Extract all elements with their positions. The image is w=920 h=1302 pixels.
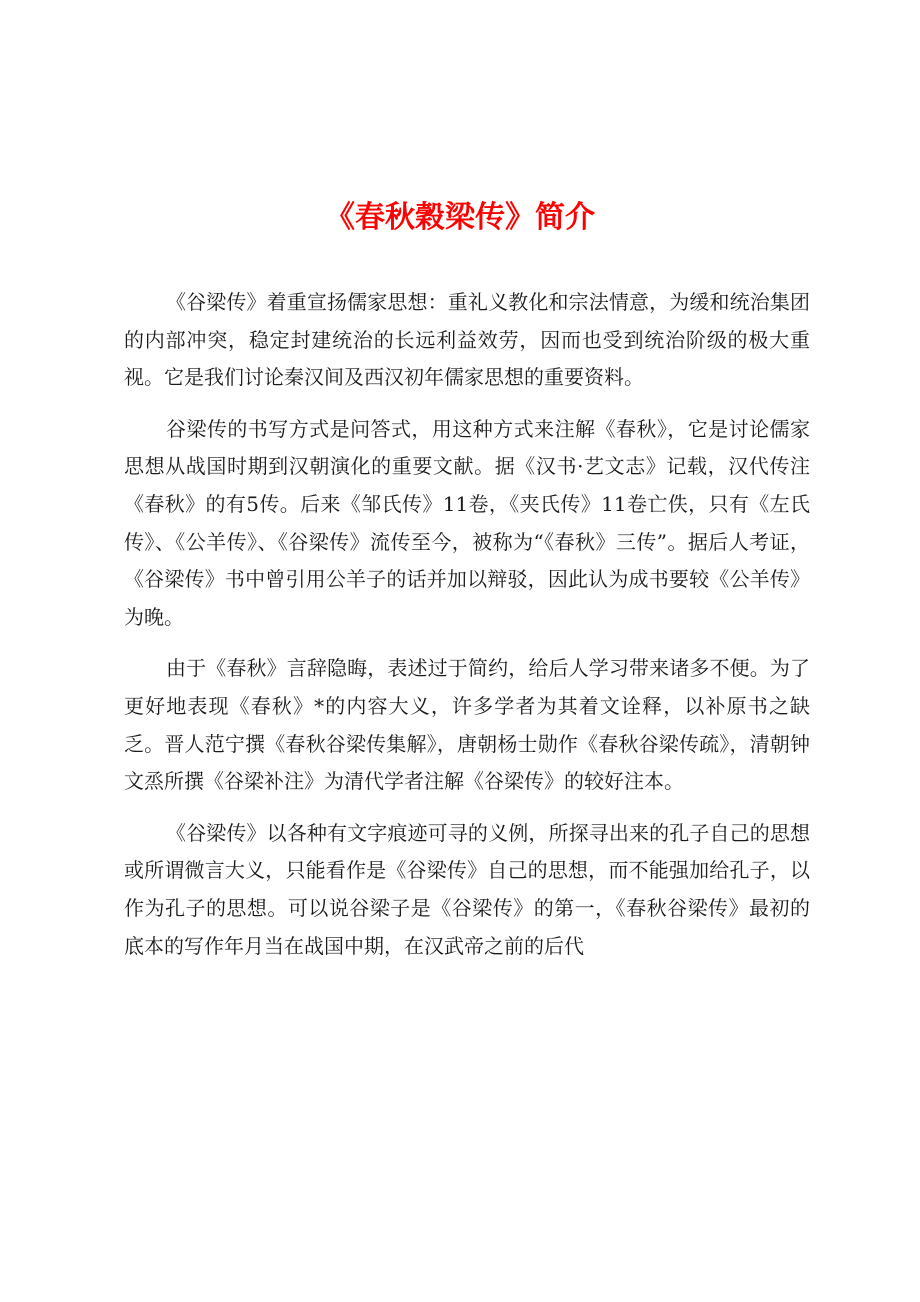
paragraph-4: 《谷梁传》以各种有文字痕迹可寻的义例，所探寻出来的孔子自己的思想或所谓微言大义，只能看作是《谷梁传》自己的思想，而不能强加给孔子，以作为孔子的思想。可以说谷梁子是《谷梁传》的第一，《春秋谷梁传》最初的底本的写作年月当在战国中期，在汉武帝之前的后代: [124, 820, 810, 958]
paragraph-2: 谷梁传的书写方式是问答式，用这种方式来注解《春秋》，它是讨论儒家思想从战国时期到汉朝演化的重要文献。据《汉书·艺文志》记载，汉代传注《春秋》的有5传。后来《邹氏传》11卷，《夹氏传》11卷亡佚，只有《左氏传》、《公羊传》、《谷梁传》流传至今，被称为“《春秋》三传”。据后人考证，《谷梁传》书中曾引用公羊子的话并加以辩驳，因此认为成书要较《公羊传》为晚。: [124, 416, 810, 629]
document-body: [124, 284, 810, 965]
page-title: 《春秋穀梁传》简介: [325, 200, 595, 235]
paragraph-3: 由于《春秋》言辞隐晦，表述过于简约，给后人学习带来诸多不便。为了更好地表现《春秋》*的内容大义，许多学者为其着文诠释，以补原书之缺乏。晋人范宁撰《春秋谷梁传集解》，唐朝杨士勋作《春秋谷梁传疏》，清朝钟文烝所撰《谷梁补注》为清代学者注解《谷梁传》的较好注本。: [124, 656, 810, 794]
paragraph-1: 《谷梁传》着重宣扬儒家思想：重礼义教化和宗法情意，为缓和统治集团的内部冲突，稳定封建统治的长远利益效劳，因而也受到统治阶级的极大重视。它是我们讨论秦汉间及西汉初年儒家思想的重要资料。: [124, 290, 810, 390]
